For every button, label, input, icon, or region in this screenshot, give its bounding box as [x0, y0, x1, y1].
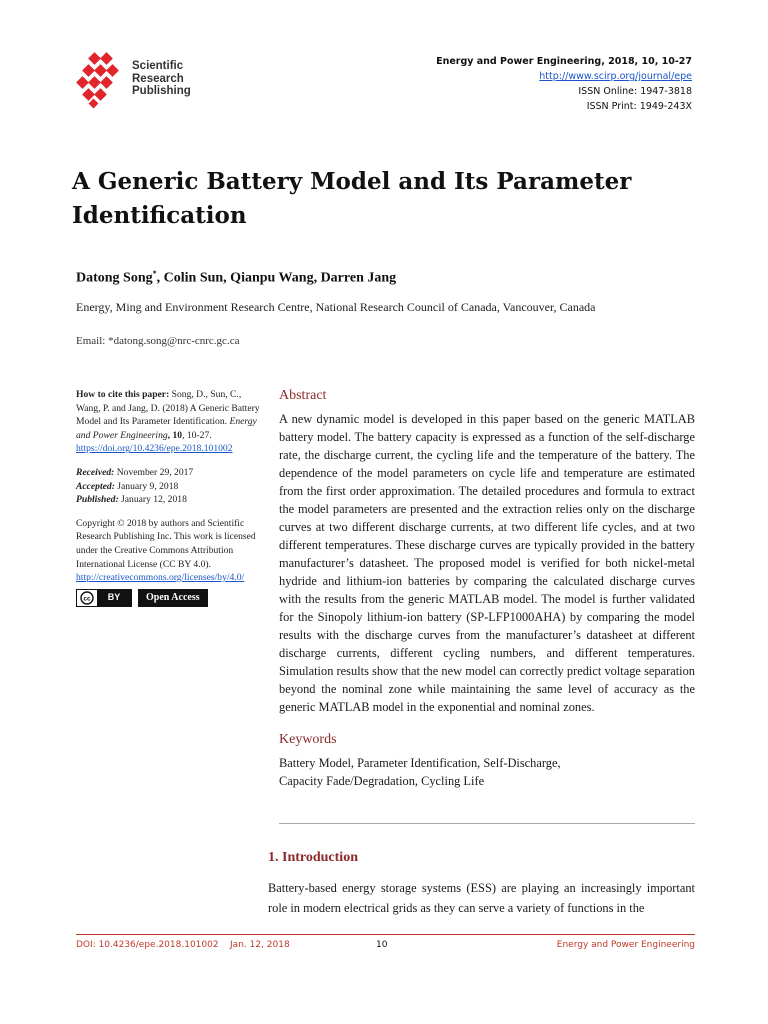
citation-block: [76, 388, 266, 456]
page-number: 10: [376, 940, 388, 950]
license-link[interactable]: http://creativecommons.org/licenses/by/4.0/: [76, 572, 245, 584]
accepted-date: Accepted: January 9, 2018: [76, 480, 179, 492]
dates-block: [76, 466, 266, 507]
cite-journal: Energy and Power Engineering: [76, 416, 257, 441]
license-badges: [76, 589, 266, 607]
copyright-text: Copyright © 2018 by authors and Scientific Research Publishing Inc. This work is licensed under the Creative Commons Attribution International License (CC BY 4.0).: [76, 517, 256, 570]
cite-doi-link[interactable]: https://doi.org/10.4236/epe.2018.101002: [76, 443, 233, 455]
cite-volume: , 10: [167, 429, 183, 441]
intro-text: Battery-based energy storage systems (ESS) are playing an increasingly important role in modern electrical grids as they can serve a variety of functions in the: [268, 881, 695, 915]
publisher-line-3: Publishing: [132, 85, 191, 97]
abstract-column: [279, 388, 695, 790]
section-divider: [279, 823, 695, 824]
other-authors: , Colin Sun, Qianpu Wang, Darren Jang: [156, 270, 397, 286]
copyright-block: [76, 517, 266, 607]
paper-authors: [76, 269, 396, 287]
journal-info: [436, 54, 692, 114]
corresponding-mark: *: [152, 269, 157, 278]
publisher-name: [132, 60, 191, 98]
abstract-heading: Abstract: [279, 388, 327, 403]
footer-doi: DOI: 10.4236/epe.2018.101002 Jan. 12, 2018: [76, 940, 290, 950]
issn-online: ISSN Online: 1947-3818: [578, 86, 692, 97]
cc-icon: [77, 590, 97, 606]
svg-text:cc: cc: [83, 595, 91, 603]
footer-rule: [76, 934, 695, 935]
publisher-line-1: Scientific: [132, 60, 184, 72]
publisher-line-2: Research: [132, 72, 184, 85]
published-date: Published: January 12, 2018: [76, 494, 187, 506]
cite-pages: , 10-27.: [182, 429, 212, 441]
paper-title: A Generic Battery Model and Its Parameter Identification: [72, 168, 632, 229]
open-access-badge: Open Access: [138, 589, 208, 607]
author-email: Email: *datong.song@nrc-cnrc.gc.ca: [76, 335, 240, 347]
issn-print: ISSN Print: 1949-243X: [586, 101, 692, 112]
cite-label: How to cite this paper:: [76, 389, 170, 400]
cite-text: Song, D., Sun, C., Wang, P. and Jang, D. (2018) A Generic Battery Model and Its Parameter Identification.: [76, 389, 260, 428]
keywords-line-1: Battery Model, Parameter Identification, Self-Discharge,: [279, 756, 561, 770]
keywords-heading: Keywords: [279, 732, 337, 747]
first-author: Datong Song: [76, 270, 153, 286]
received-date: Received: November 29, 2017: [76, 466, 194, 478]
article-sidebar: [76, 388, 266, 617]
abstract-text: A new dynamic model is developed in this paper based on the generic MATLAB battery model. The battery capacity is expressed as a function of the self-discharge rate, the discharge current, the cycling life and the temperature of the battery. The dependence of the model parameters on cycle life and temperature are estimated from the first order approximation. The detailed procedures and formula to extract the model parameters are presented and the extraction relies only on the discharge curves at two different discharge currents, at two different life cycles, and at two different temperatures. These discharge curves are typically provided in the battery manufacturer’s datasheet. The proposed model is verified for both nickel-metal hydride and lithium-ion batteries by comparing the calculated discharge curves with the results from the generic MATLAB model. The model is further validated for the Sinopoly lithium-ion battery (SP-LFP1000AHA) by comparing the model results with the discharge curves from the manufacturer’s datasheet at different discharge currents, different cycling numbers, and different temperatures. Simulation results show that the new model can correctly predict voltage separation beyond the nominal zone while maintaining the same level of accuracy as the generic MATLAB model in the exponential and nominal zones.: [279, 412, 695, 714]
affiliation: Energy, Ming and Environment Research Centre, National Research Council of Canada, Vancouver, Canada: [76, 300, 596, 314]
cc-by-label: BY: [97, 590, 131, 606]
journal-citation: Energy and Power Engineering, 2018, 10, 10-27: [436, 56, 692, 67]
keywords-list: [279, 754, 695, 790]
intro-heading: 1. Introduction: [268, 850, 358, 865]
footer-journal: Energy and Power Engineering: [556, 940, 695, 950]
cc-by-badge[interactable]: [76, 589, 132, 607]
journal-url-link[interactable]: http://www.scirp.org/journal/epe: [539, 71, 692, 82]
keywords-line-2: Capacity Fade/Degradation, Cycling Life: [279, 774, 485, 788]
